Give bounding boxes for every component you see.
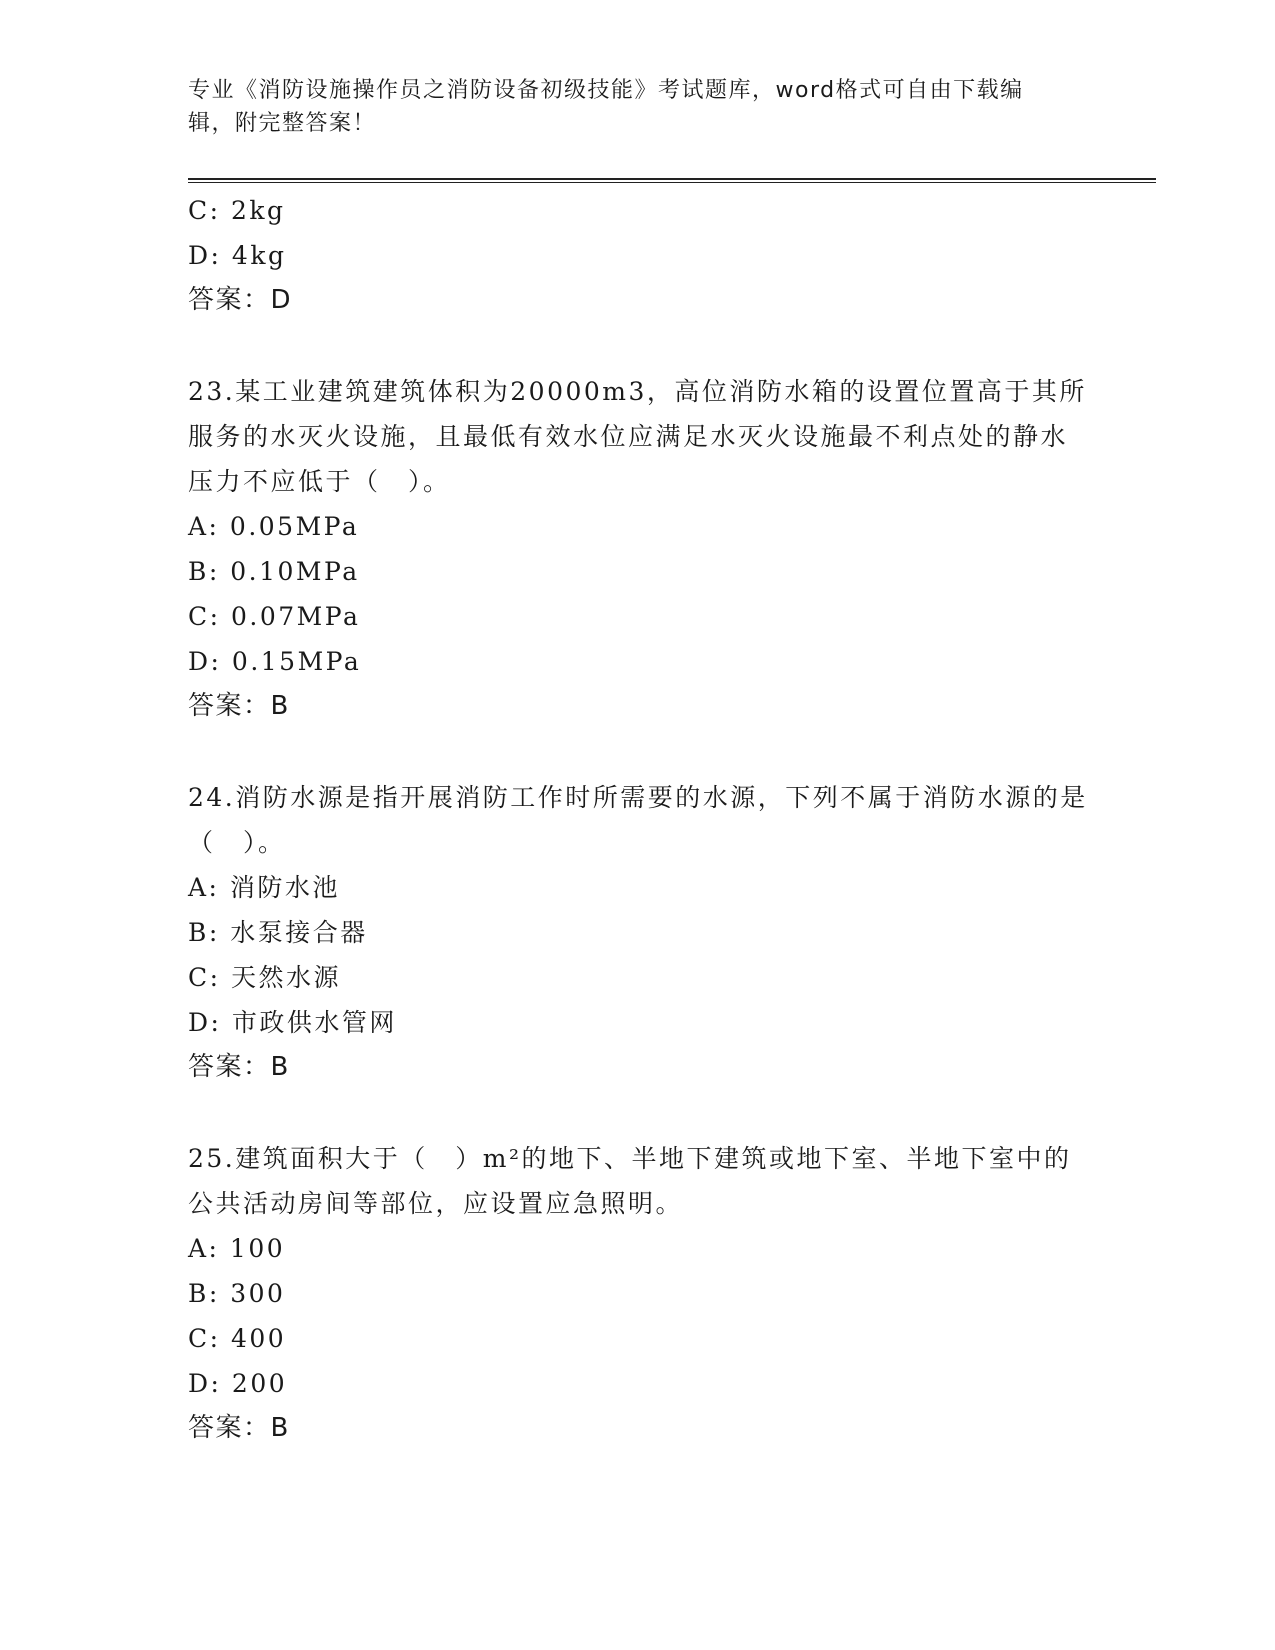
option-d: D: 0.15MPa [188, 647, 362, 676]
option-b: B: 0.10MPa [188, 557, 360, 586]
question-text: 25.建筑面积大于（ ）m²的地下、半地下建筑或地下室、半地下室中的公共活动房间等部位，应设置应急照明。 [188, 1144, 1072, 1218]
option-b: B: 水泵接合器 [188, 918, 368, 947]
option-a: A: 100 [188, 1234, 286, 1263]
answer-line: 答案：B [188, 691, 290, 721]
answer-line: 答案：D [188, 285, 293, 315]
answer-line: 答案：B [188, 1052, 290, 1082]
question-25 [188, 1136, 1088, 1451]
option-c: C: 400 [188, 1324, 287, 1353]
option-a: A: 0.05MPa [188, 512, 360, 541]
option-c: C: 2kg [188, 196, 286, 225]
page-header: 专业《消防设施操作员之消防设备初级技能》考试题库，word格式可自由下载编辑，附完整答案！ [188, 78, 1024, 136]
option-c: C: 0.07MPa [188, 602, 361, 631]
question-22-continuation [188, 188, 1088, 323]
question-text: 24.消防水源是指开展消防工作时所需要的水源，下列不属于消防水源的是（ ）。 [188, 783, 1088, 857]
option-a: A: 消防水池 [188, 873, 340, 902]
option-d: D: 200 [188, 1369, 288, 1398]
document-body [188, 188, 1088, 1451]
question-24 [188, 775, 1088, 1090]
header-divider [188, 178, 1156, 183]
question-text: 23.某工业建筑建筑体积为20000m3，高位消防水箱的设置位置高于其所服务的水灭火设施，且最低有效水位应满足水灭火设施最不利点处的静水压力不应低于（ ）。 [188, 377, 1087, 496]
option-b: B: 300 [188, 1279, 286, 1308]
answer-line: 答案：B [188, 1413, 290, 1443]
option-d: D: 市政供水管网 [188, 1008, 397, 1037]
option-c: C: 天然水源 [188, 963, 341, 992]
option-d: D: 4kg [188, 241, 287, 270]
question-23 [188, 369, 1088, 729]
